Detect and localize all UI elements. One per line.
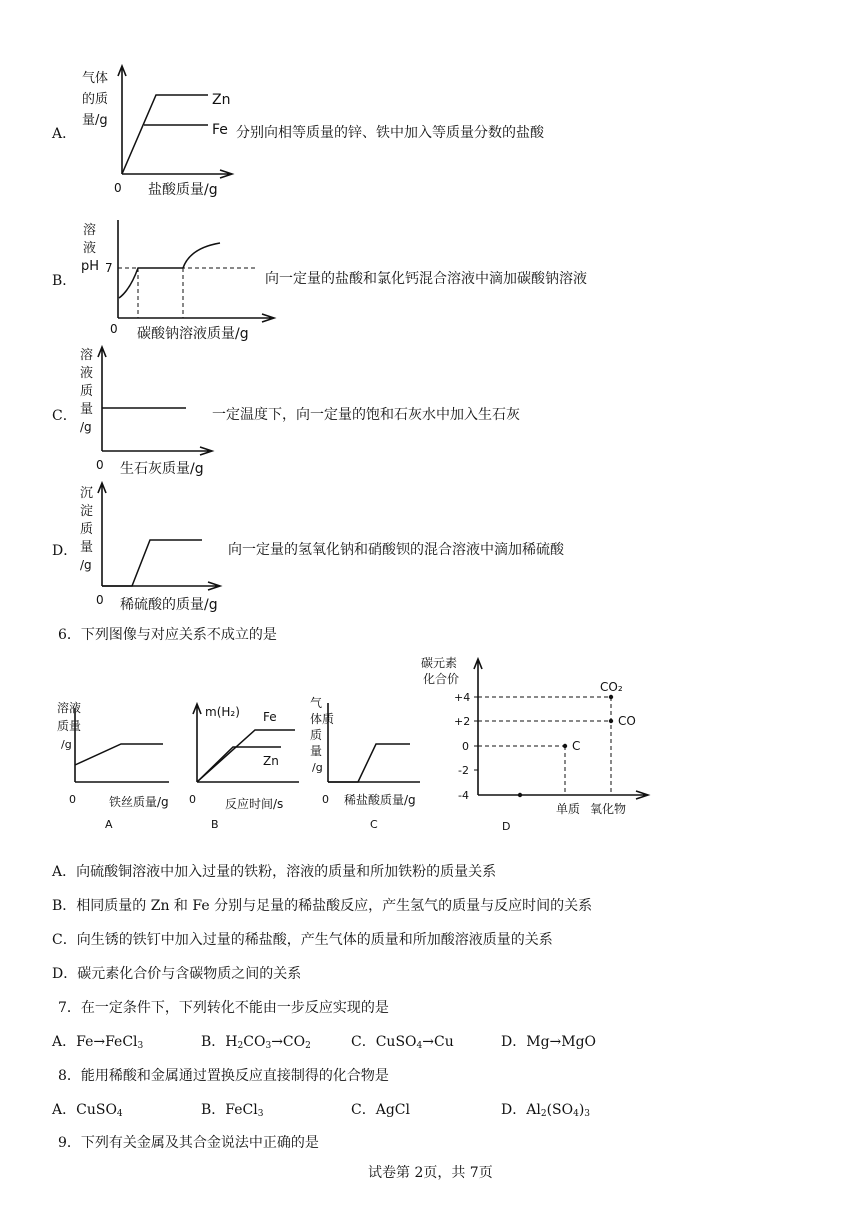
q6-figure-b — [185, 700, 310, 835]
q6-fig-d-ytick-p2: +2 — [454, 715, 471, 728]
q6-fig-a-caption: A — [105, 818, 113, 831]
q6-fig-d-ytick-p4: +4 — [454, 691, 471, 704]
q6-option-b: B．相同质量的 Zn 和 Fe 分别与足量的稀盐酸反应，产生氢气的质量与反应时间的关系 — [52, 898, 593, 914]
q6-fig-c-xlabel: 稀盐酸质量/g — [344, 793, 416, 807]
option-a-xlabel: 盐酸质量/g — [148, 182, 218, 198]
q6-fig-c-ylabel-3: 质 — [310, 728, 323, 742]
q6-figure-c — [308, 695, 433, 835]
option-c-xlabel: 生石灰质量/g — [120, 461, 204, 477]
option-c-ylabel-1: 溶 — [80, 348, 94, 363]
option-a-description: 分别向相等质量的锌、铁中加入等质量分数的盐酸 — [236, 125, 544, 141]
option-b-ylabel-2: 液 — [83, 241, 97, 256]
q6-fig-d-point-c: C — [572, 739, 581, 753]
q8-option-b: B．FeCl$_3$ — [201, 1102, 264, 1119]
question-6-stem: 6．下列图像与对应关系不成立的是 — [58, 627, 277, 643]
q7-option-a: A．Fe→FeCl$_3$ — [52, 1034, 144, 1051]
option-c-ylabel-5: /g — [80, 420, 92, 434]
q6-fig-a-origin: 0 — [69, 793, 76, 806]
q8-option-a: A．CuSO$_4$ — [52, 1102, 123, 1119]
q6-fig-d-point-co: CO — [618, 714, 636, 728]
q7-option-c: C．CuSO$_4$→Cu — [351, 1034, 454, 1051]
option-c-ylabel-3: 质 — [80, 384, 94, 399]
q7-option-b: B．$H_2CO_3\to CO_2$ — [201, 1034, 311, 1051]
option-d-xlabel: 稀硫酸的质量/g — [120, 597, 218, 613]
q6-fig-c-caption: C — [370, 818, 378, 831]
option-a-origin: 0 — [114, 181, 122, 195]
q6-fig-d-ytick-m4: -4 — [458, 789, 469, 802]
option-a-fe-label: Fe — [212, 122, 228, 138]
option-c-ylabel-2: 液 — [80, 366, 94, 381]
option-d-description: 向一定量的氢氧化钠和硝酸钡的混合溶液中滴加稀硫酸 — [228, 542, 564, 558]
q6-fig-c-origin: 0 — [322, 793, 329, 806]
option-c-origin: 0 — [96, 458, 104, 472]
option-c-description: 一定温度下，向一定量的饱和石灰水中加入生石灰 — [212, 407, 520, 423]
q6-fig-c-ylabel-2: 体质 — [310, 712, 335, 726]
q6-fig-a-ylabel-2: 质量 — [57, 719, 82, 733]
q6-fig-d-point-co2: CO₂ — [600, 680, 623, 694]
question-7-stem: 7．在一定条件下，下列转化不能由一步反应实现的是 — [58, 1000, 389, 1016]
option-b-ytick-7: 7 — [105, 261, 113, 275]
q6-option-c: C．向生锈的铁钉中加入过量的稀盐酸，产生气体的质量和所加酸溶液质量的关系 — [52, 932, 553, 948]
q6-fig-b-xlabel: 反应时间/s — [225, 797, 284, 811]
option-b-origin: 0 — [110, 322, 118, 336]
option-a-ylabel-3: 量/g — [82, 113, 108, 128]
option-d-ylabel-2: 淀 — [80, 504, 94, 519]
q6-fig-b-zn-label: Zn — [263, 754, 279, 768]
question-9-stem: 9．下列有关金属及其合金说法中正确的是 — [58, 1135, 319, 1151]
option-d-ylabel-1: 沉 — [80, 486, 94, 501]
q6-fig-d-ylabel-1: 碳元素 — [421, 656, 458, 670]
q6-fig-a-ylabel-3: /g — [61, 738, 72, 751]
q6-fig-d-ytick-0: 0 — [462, 740, 469, 753]
q6-fig-d-caption: D — [502, 820, 511, 833]
q6-fig-b-caption: B — [211, 818, 219, 831]
option-d-graph — [78, 481, 238, 616]
option-d-origin: 0 — [96, 593, 104, 607]
option-d-ylabel-4: 量 — [80, 540, 94, 555]
option-b-ylabel-1: 溶 — [83, 223, 97, 238]
q8-option-c: C．AgCl — [351, 1102, 410, 1118]
option-c-graph — [78, 345, 228, 480]
option-a-ylabel-2: 的质 — [82, 92, 109, 107]
q6-fig-d-xlabel-oxide: 氧化物 — [590, 802, 627, 816]
q6-fig-d-ytick-m2: -2 — [458, 764, 469, 777]
q6-fig-c-ylabel-5: /g — [312, 761, 323, 774]
option-b-description: 向一定量的盐酸和氯化钙混合溶液中滴加碳酸钠溶液 — [265, 271, 587, 287]
q6-fig-b-ylabel: m(H₂) — [205, 705, 240, 719]
q6-fig-d-xlabel-element: 单质 — [556, 802, 581, 816]
option-b-letter: B． — [52, 273, 77, 289]
q6-figure-a — [55, 700, 180, 835]
option-d-ylabel-3: 质 — [80, 522, 94, 537]
q6-fig-b-fe-label: Fe — [263, 710, 277, 724]
q6-fig-a-ylabel-1: 溶液 — [57, 701, 82, 715]
q7-option-d: D．Mg→MgO — [501, 1034, 597, 1050]
option-b-xlabel: 碳酸钠溶液质量/g — [137, 326, 249, 342]
option-a-graph — [80, 62, 240, 202]
option-d-letter: D． — [52, 543, 78, 559]
q6-figure-d — [420, 655, 660, 835]
q8-option-d: D．$Al_2(SO_4)_3$ — [501, 1102, 591, 1119]
option-b-graph — [80, 218, 280, 348]
q6-option-d: D．碳元素化合价与含碳物质之间的关系 — [52, 966, 302, 982]
option-a-letter: A． — [52, 126, 77, 142]
q6-fig-d-ylabel-2: 化合价 — [423, 672, 460, 686]
option-c-ylabel-4: 量 — [80, 402, 94, 417]
q6-option-a: A．向硫酸铜溶液中加入过量的铁粉，溶液的质量和所加铁粉的质量关系 — [52, 864, 497, 880]
q6-fig-c-ylabel-4: 量 — [310, 744, 323, 758]
option-a-ylabel-1: 气体 — [82, 71, 109, 86]
option-c-letter: C． — [52, 408, 77, 424]
option-d-ylabel-5: /g — [80, 558, 92, 572]
option-a-zn-label: Zn — [212, 92, 231, 108]
page-footer: 试卷第 2页，共 7页 — [368, 1165, 493, 1181]
q6-fig-b-origin: 0 — [189, 793, 196, 806]
question-8-stem: 8．能用稀酸和金属通过置换反应直接制得的化合物是 — [58, 1068, 389, 1084]
q6-fig-c-ylabel-1: 气 — [310, 696, 323, 710]
option-b-ylabel-3: pH — [81, 259, 100, 274]
q6-fig-a-xlabel: 铁丝质量/g — [109, 795, 169, 809]
